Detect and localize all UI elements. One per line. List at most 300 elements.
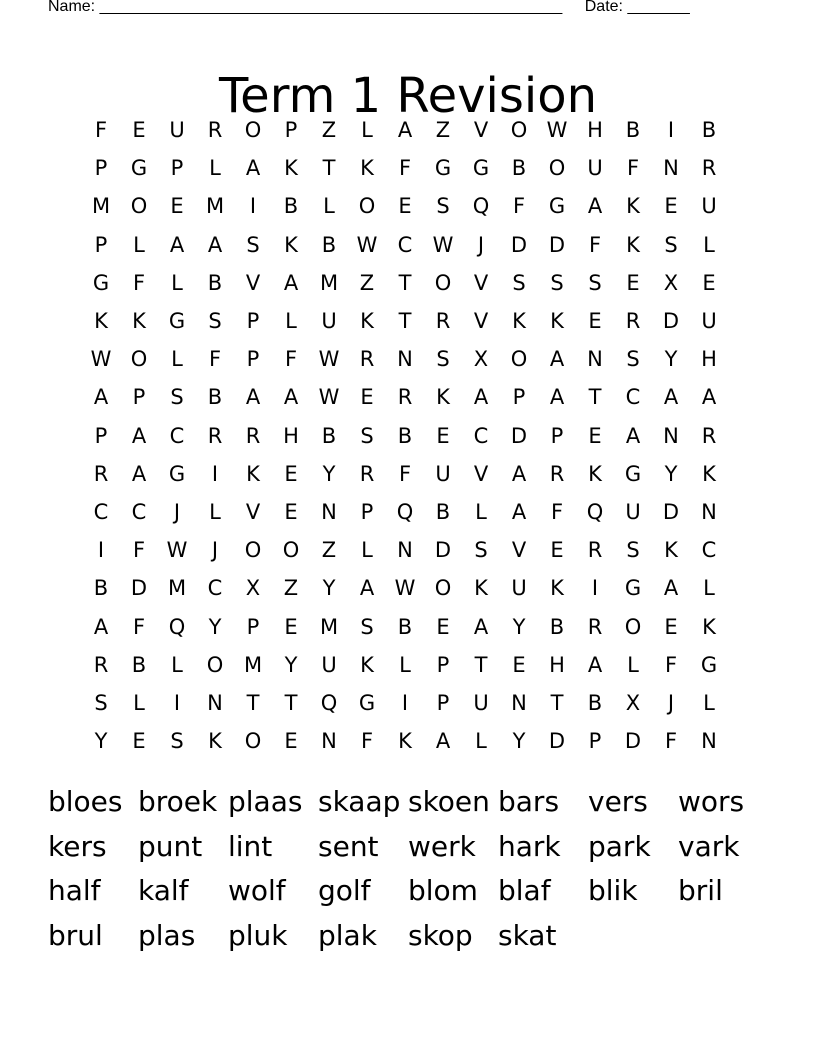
grid-cell: E [284, 461, 298, 486]
grid-cell: P [588, 729, 602, 754]
word-list-item: vers [588, 785, 648, 818]
grid-cell: C [93, 499, 109, 524]
grid-cell: T [322, 156, 336, 181]
grid-cell: P [94, 423, 108, 448]
word-list-item: brul [48, 918, 103, 952]
page-title: Term 1 Revision [219, 68, 597, 125]
grid-cell: K [550, 309, 564, 334]
grid-cell: K [550, 576, 564, 601]
grid-cell: U [473, 690, 489, 715]
grid-cell: L [209, 499, 221, 524]
grid-cell: F [588, 232, 602, 257]
grid-cell: B [93, 576, 109, 601]
grid-cell: I [97, 538, 105, 563]
grid-cell: E [170, 194, 184, 219]
grid-cell: F [398, 156, 412, 181]
grid-cell: L [627, 652, 639, 677]
grid-cell: Y [322, 461, 336, 486]
grid-cell: L [171, 652, 183, 677]
grid-cell: P [284, 118, 298, 143]
word-list-item: blaf [498, 874, 551, 907]
grid-cell: I [591, 576, 599, 601]
grid-cell: T [398, 309, 412, 334]
grid-cell: L [703, 576, 715, 601]
grid-cell: X [245, 576, 261, 601]
name-blank[interactable]: ____________________________________________________ [99, 0, 563, 15]
grid-cell: N [511, 690, 527, 715]
grid-cell: X [663, 270, 679, 295]
grid-cell: T [398, 270, 412, 295]
grid-cell: X [625, 690, 641, 715]
grid-cell: A [587, 194, 603, 219]
grid-cell: S [626, 538, 640, 563]
grid-cell: O [282, 538, 300, 563]
grid-cell: K [626, 232, 640, 257]
grid-cell: S [246, 232, 260, 257]
grid-cell: R [701, 156, 717, 181]
grid-cell: A [131, 461, 147, 486]
grid-cell: Y [664, 347, 678, 372]
grid-cell: B [549, 614, 565, 639]
grid-cell: A [359, 576, 375, 601]
grid-cell: A [245, 385, 261, 410]
grid-cell: T [588, 385, 602, 410]
grid-cell: B [587, 690, 603, 715]
word-list-item: werk [408, 829, 476, 863]
grid-cell: D [510, 232, 528, 257]
grid-cell: E [132, 118, 146, 143]
grid-cell: E [436, 423, 450, 448]
grid-cell: A [701, 385, 717, 410]
grid-cell: D [624, 729, 642, 754]
grid-cell: J [477, 232, 485, 257]
grid-cell: K [360, 652, 374, 677]
word-list-item: plas [138, 918, 196, 952]
grid-cell: E [284, 499, 298, 524]
grid-cell: O [510, 118, 528, 143]
grid-cell: S [664, 232, 678, 257]
grid-cell: B [207, 270, 223, 295]
grid-cell: V [245, 499, 261, 524]
grid-cell: O [130, 194, 148, 219]
grid-cell: A [397, 118, 413, 143]
grid-cell: P [170, 156, 184, 181]
grid-cell: L [133, 690, 145, 715]
grid-cell: A [435, 729, 451, 754]
grid-cell: L [399, 652, 411, 677]
grid-cell: Y [322, 576, 336, 601]
grid-cell: E [284, 729, 298, 754]
grid-cell: S [360, 614, 374, 639]
date-blank[interactable]: _______ [627, 0, 690, 15]
word-list-item: broek [138, 785, 218, 818]
word-list-item: skoen [408, 785, 490, 818]
grid-cell: H [549, 652, 565, 677]
grid-cell: P [246, 614, 260, 639]
grid-cell: O [244, 538, 262, 563]
word-list-item: golf [318, 874, 371, 907]
grid-cell: L [285, 309, 297, 334]
grid-cell: D [434, 538, 452, 563]
grid-cell: A [549, 385, 565, 410]
grid-cell: N [587, 347, 603, 372]
grid-cell: N [663, 423, 679, 448]
grid-cell: R [587, 614, 603, 639]
grid-cell: R [625, 309, 641, 334]
grid-cell: R [207, 118, 223, 143]
grid-cell: K [208, 729, 222, 754]
grid-cell: B [397, 423, 413, 448]
grid-cell: A [587, 652, 603, 677]
grid-cell: M [319, 270, 339, 295]
grid-cell: L [171, 270, 183, 295]
grid-cell: N [321, 729, 337, 754]
grid-cell: B [435, 499, 451, 524]
grid-cell: B [131, 652, 147, 677]
grid-cell: N [207, 690, 223, 715]
grid-cell: V [245, 270, 261, 295]
grid-cell: V [473, 461, 489, 486]
grid-cell: L [361, 118, 373, 143]
grid-cell: H [283, 423, 299, 448]
grid-cell: T [284, 690, 298, 715]
grid-cell: W [318, 385, 340, 410]
grid-cell: E [664, 614, 678, 639]
grid-cell: W [166, 538, 188, 563]
word-list-item: kers [48, 829, 107, 863]
grid-cell: P [94, 156, 108, 181]
grid-cell: A [549, 347, 565, 372]
grid-cell: E [664, 194, 678, 219]
grid-cell: T [474, 652, 488, 677]
grid-cell: E [512, 652, 526, 677]
word-list-item: skaap [318, 785, 401, 818]
word-list-item: plaas [228, 785, 303, 818]
grid-cell: I [667, 118, 675, 143]
grid-cell: A [169, 232, 185, 257]
grid-cell: Z [283, 576, 299, 601]
grid-cell: S [170, 729, 184, 754]
grid-cell: I [401, 690, 409, 715]
grid-cell: F [132, 270, 146, 295]
grid-cell: A [473, 385, 489, 410]
grid-cell: L [475, 499, 487, 524]
word-list-item: plak [318, 918, 377, 952]
grid-cell: R [587, 538, 603, 563]
grid-cell: Q [396, 499, 414, 524]
grid-cell: F [132, 538, 146, 563]
grid-cell: B [321, 232, 337, 257]
grid-cell: E [588, 309, 602, 334]
grid-cell: K [284, 232, 298, 257]
grid-cell: N [701, 499, 717, 524]
grid-cell: G [358, 690, 376, 715]
grid-cell: N [663, 156, 679, 181]
grid-cell: J [667, 690, 675, 715]
grid-cell: S [550, 270, 564, 295]
grid-cell: S [436, 347, 450, 372]
grid-cell: Z [359, 270, 375, 295]
grid-cell: G [130, 156, 148, 181]
grid-cell: S [626, 347, 640, 372]
grid-cell: V [473, 309, 489, 334]
grid-cell: G [168, 309, 186, 334]
word-list-item: punt [138, 829, 203, 863]
grid-cell: R [359, 461, 375, 486]
grid-cell: A [663, 576, 679, 601]
grid-cell: M [167, 576, 187, 601]
grid-cell: N [397, 347, 413, 372]
word-list-item: bloes [48, 785, 123, 818]
grid-cell: U [701, 194, 717, 219]
grid-cell: O [244, 118, 262, 143]
grid-cell: F [550, 499, 564, 524]
grid-cell: B [625, 118, 641, 143]
grid-cell: P [436, 652, 450, 677]
grid-cell: Q [168, 614, 186, 639]
grid-cell: M [243, 652, 263, 677]
grid-cell: S [474, 538, 488, 563]
grid-cell: L [323, 194, 335, 219]
grid-cell: J [211, 538, 219, 563]
grid-cell: V [473, 118, 489, 143]
grid-cell: L [703, 690, 715, 715]
grid-cell: G [700, 652, 718, 677]
grid-cell: Z [321, 118, 337, 143]
grid-cell: A [93, 385, 109, 410]
grid-cell: G [624, 461, 642, 486]
grid-cell: B [397, 614, 413, 639]
grid-cell: Z [435, 118, 451, 143]
grid-cell: O [624, 614, 642, 639]
grid-cell: H [701, 347, 717, 372]
grid-cell: K [512, 309, 526, 334]
grid-cell: F [512, 194, 526, 219]
grid-cell: R [549, 461, 565, 486]
grid-cell: G [548, 194, 566, 219]
word-list-item: bril [678, 874, 723, 907]
grid-cell: S [170, 385, 184, 410]
grid-cell: I [173, 690, 181, 715]
grid-cell: O [206, 652, 224, 677]
grid-cell: Y [284, 652, 298, 677]
grid-cell: P [436, 690, 450, 715]
grid-cell: E [702, 270, 716, 295]
grid-cell: A [93, 614, 109, 639]
grid-cell: E [398, 194, 412, 219]
grid-cell: U [701, 309, 717, 334]
grid-cell: E [626, 270, 640, 295]
grid-cell: K [284, 156, 298, 181]
grid-cell: P [94, 232, 108, 257]
grid-cell: U [435, 461, 451, 486]
grid-cell: G [472, 156, 490, 181]
grid-cell: A [625, 423, 641, 448]
grid-cell: R [359, 347, 375, 372]
grid-cell: A [473, 614, 489, 639]
grid-cell: E [588, 423, 602, 448]
grid-cell: D [548, 232, 566, 257]
grid-cell: P [360, 499, 374, 524]
word-list-item: bars [498, 785, 560, 818]
grid-cell: G [624, 576, 642, 601]
grid-cell: S [588, 270, 602, 295]
grid-cell: Q [320, 690, 338, 715]
name-label: Name: [48, 0, 96, 15]
grid-cell: C [169, 423, 185, 448]
grid-cell: J [173, 499, 181, 524]
grid-cell: G [92, 270, 110, 295]
grid-cell: O [130, 347, 148, 372]
grid-cell: Y [664, 461, 678, 486]
grid-cell: E [436, 614, 450, 639]
grid-cell: S [208, 309, 222, 334]
grid-cell: U [321, 652, 337, 677]
grid-cell: S [360, 423, 374, 448]
grid-cell: Y [94, 729, 108, 754]
word-list-item: wors [678, 785, 745, 818]
grid-cell: B [701, 118, 717, 143]
grid-cell: K [360, 156, 374, 181]
grid-cell: D [548, 729, 566, 754]
grid-cell: F [626, 156, 640, 181]
grid-cell: U [587, 156, 603, 181]
grid-cell: D [662, 309, 680, 334]
grid-cell: R [93, 461, 109, 486]
grid-cell: D [510, 423, 528, 448]
grid-cell: F [360, 729, 374, 754]
grid-cell: F [208, 347, 222, 372]
grid-cell: O [358, 194, 376, 219]
grid-cell: U [321, 309, 337, 334]
grid-cell: K [664, 538, 678, 563]
grid-cell: F [94, 118, 108, 143]
grid-cell: M [205, 194, 225, 219]
grid-cell: L [133, 232, 145, 257]
grid-cell: A [131, 423, 147, 448]
grid-cell: U [625, 499, 641, 524]
grid-cell: S [94, 690, 108, 715]
grid-cell: K [588, 461, 602, 486]
date-label: Date: [584, 0, 623, 15]
word-list-item: blom [408, 874, 478, 907]
grid-cell: H [587, 118, 603, 143]
grid-cell: E [360, 385, 374, 410]
grid-cell: P [246, 347, 260, 372]
grid-cell: L [171, 347, 183, 372]
grid-cell: W [394, 576, 416, 601]
grid-cell: P [550, 423, 564, 448]
grid-cell: R [93, 652, 109, 677]
grid-cell: R [435, 309, 451, 334]
grid-cell: K [360, 309, 374, 334]
grid-cell: F [398, 461, 412, 486]
grid-cell: P [132, 385, 146, 410]
word-list-item: hark [498, 829, 561, 863]
grid-cell: Q [472, 194, 490, 219]
grid-cell: K [398, 729, 412, 754]
grid-cell: R [701, 423, 717, 448]
grid-cell: Z [321, 538, 337, 563]
grid-cell: P [246, 309, 260, 334]
grid-cell: N [321, 499, 337, 524]
grid-cell: U [511, 576, 527, 601]
grid-cell: O [434, 270, 452, 295]
word-list [48, 780, 768, 958]
grid-cell: K [626, 194, 640, 219]
grid-cell: B [207, 385, 223, 410]
grid-cell: L [475, 729, 487, 754]
grid-cell: E [550, 538, 564, 563]
grid-cell: R [207, 423, 223, 448]
grid-cell: F [132, 614, 146, 639]
grid-cell: T [550, 690, 564, 715]
grid-cell: K [94, 309, 108, 334]
grid-cell: V [511, 538, 527, 563]
grid-cell: Y [512, 729, 526, 754]
grid-cell: K [702, 614, 716, 639]
grid-cell: O [434, 576, 452, 601]
grid-cell: K [702, 461, 716, 486]
grid-cell: O [510, 347, 528, 372]
word-list-item: blik [588, 874, 638, 907]
grid-cell: B [511, 156, 527, 181]
grid-cell: W [432, 232, 454, 257]
grid-cell: S [436, 194, 450, 219]
header-line [48, 0, 690, 16]
grid-cell: X [473, 347, 489, 372]
grid-cell: M [91, 194, 111, 219]
grid-cell: Q [586, 499, 604, 524]
word-list-item: kalf [138, 874, 189, 907]
word-list-item: half [48, 874, 101, 907]
grid-cell: T [246, 690, 260, 715]
grid-cell: W [546, 118, 568, 143]
word-list-item: vark [678, 829, 740, 863]
grid-cell: C [131, 499, 147, 524]
grid-cell: K [246, 461, 260, 486]
grid-cell: A [207, 232, 223, 257]
grid-cell: I [249, 194, 257, 219]
grid-cell: G [434, 156, 452, 181]
grid-cell: U [169, 118, 185, 143]
grid-cell: W [318, 347, 340, 372]
grid-cell: K [436, 385, 450, 410]
grid-cell: D [662, 499, 680, 524]
grid-cell: E [132, 729, 146, 754]
grid-cell: A [245, 156, 261, 181]
letter-grid [82, 111, 728, 760]
grid-cell: R [245, 423, 261, 448]
grid-cell: A [283, 270, 299, 295]
grid-cell: I [211, 461, 219, 486]
grid-cell: C [207, 576, 223, 601]
grid-cell: F [284, 347, 298, 372]
grid-cell: E [284, 614, 298, 639]
word-list-item: lint [228, 829, 273, 863]
word-list-item: skop [408, 918, 473, 952]
word-list-item: sent [318, 829, 379, 863]
grid-cell: F [664, 729, 678, 754]
grid-cell: F [664, 652, 678, 677]
grid-cell: D [130, 576, 148, 601]
grid-cell: M [319, 614, 339, 639]
word-list-item: wolf [228, 874, 286, 907]
grid-cell: O [548, 156, 566, 181]
grid-cell: K [132, 309, 146, 334]
grid-cell: Y [512, 614, 526, 639]
grid-cell: P [512, 385, 526, 410]
